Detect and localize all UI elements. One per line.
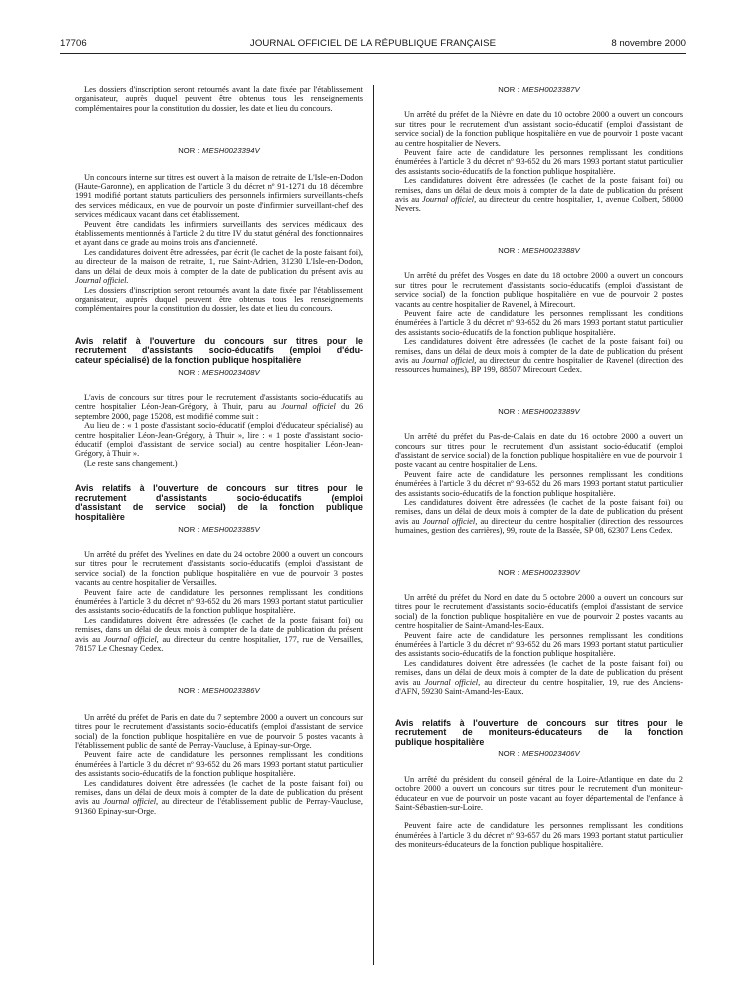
paragraph: Peuvent faire acte de candidature les personnes remplissant les conditions énumérées à l'article 3 du décret nº 93-652 du 26 mars 1993 portant statut particulier des assistants socio-éducatifs de la fonction publique hospitalière. (75, 750, 363, 779)
paragraph (395, 337, 683, 375)
paragraph-text: Les candidatures doivent être adressées (le cachet de la poste faisant foi) ou remises, dans un délai de deux mois à compter de la date de publication du présent avis au (395, 658, 683, 687)
nor-code: MESH0023408V (202, 367, 260, 377)
paragraph: Peuvent faire acte de candidature les personnes remplissant les conditions énumérées à l'article 3 du décret nº 93-652 du 26 mars 1993 portant statut particulier des assistants socio-éducatifs de la fonction publique hospitalière. (395, 148, 683, 176)
nor-code: MESH0023389V (522, 406, 580, 416)
paragraph-text: Les candidatures doivent être adressées (le cachet de la poste faisant foi) ou remises, dans un délai de deux mois à compter de la date de publication du présent avis au (395, 176, 683, 205)
nor-reference (75, 368, 363, 377)
journal-officiel-ref: Journal officiel, (422, 516, 478, 526)
paragraph: Un arrêté du président du conseil général de la Loire-Atlantique en date du 2 octobre 2000 a ouvert un concours sur titres pour le recrutement d'un moniteur-éducateur en vue de pourvoir un poste vacant au foyer départemental de l'enfance à Saint-Sébastien-sur-Loire. (395, 774, 683, 812)
paragraph: Peuvent faire acte de candidature les personnes remplissant les conditions énumérées à l'article 3 du décret nº 93-652 du 26 mars 1993 portant statut particulier des assistants socio-éducatifs de la fonction publique hospitalière. (75, 587, 363, 616)
paragraph (75, 248, 363, 286)
issue-date: 8 novembre 2000 (611, 38, 686, 49)
nor-reference (75, 146, 363, 155)
nor-code: MESH0023390V (522, 567, 580, 577)
nor-label: NOR : (178, 524, 200, 534)
paragraph-text: au directeur du centre hospitalier de Ravenel (direction des ressources humaines), BP 199, 88507 Mirecourt Cedex. (395, 355, 683, 375)
header-rule (60, 53, 686, 54)
paragraph-text: au directeur du centre hospitalier, 177, rue de Versailles, 78157 Le Chesnay Cedex. (75, 634, 363, 653)
paragraph-text: Les candidatures doivent être adressées (le cachet de la poste faisant foi) ou remises, dans un délai de deux mois à compter de la date de publication du présent avis au (75, 615, 363, 644)
section-heading (75, 337, 363, 366)
nor-reference (395, 568, 683, 577)
paragraph: Peuvent faire acte de candidature les personnes remplissant les conditions énumérées à l'article 3 du décret nº 93-657 du 26 mars 1993 portant statut particulier des moniteurs-éducateurs de la fonction publique hospitalière. (395, 821, 683, 850)
journal-officiel-ref: Journal officiel. (75, 276, 129, 286)
journal-officiel-ref: Journal officiel (281, 402, 336, 412)
journal-officiel-ref: Journal officiel, (424, 677, 481, 687)
nor-label: NOR : (178, 146, 200, 156)
nor-reference (75, 525, 363, 534)
paragraph-text: du 26 septembre 2000, page 15208, est modifié comme suit : (75, 402, 363, 421)
journal-officiel-ref: Journal officiel, (103, 797, 159, 807)
paragraph: Peuvent faire acte de candidature les personnes remplissant les conditions énumérées à l'article 3 du décret nº 93-652 du 26 mars 1993 portant statut particulier des assistants socio-éducatifs de la fonction publique hospitalière. (395, 308, 683, 337)
nor-reference (395, 749, 683, 758)
nor-code: MESH0023385V (202, 524, 260, 534)
journal-officiel-ref: Journal officiel, (422, 355, 477, 365)
column-divider (373, 85, 374, 965)
heading-line: Avis relatifs à l'ouverture de concours sur titres pour le (75, 483, 363, 494)
paragraph (395, 498, 683, 536)
paragraph (75, 616, 363, 654)
paragraph-text: Les candidatures doivent être adressées (le cachet de la poste faisant foi) ou remises, dans un délai de deux mois à compter de la date de publication du présent avis au (75, 778, 363, 807)
nor-reference (395, 407, 683, 416)
nor-code: MESH0023406V (522, 749, 580, 759)
nor-reference (395, 246, 683, 255)
paragraph: Un arrêté du préfet des Vosges en date du 18 octobre 2000 a ouvert un concours sur titres pour le recrutement d'assistants socio-éducatifs (emploi d'assistant de service social) de la fonction publique hospitalière en vue de pourvoir 2 postes vacants au centre hospitalier de Ravenel, à Mirecourt. (395, 271, 683, 309)
nor-label: NOR : (178, 686, 200, 696)
journal-officiel-ref: Journal officiel, (421, 195, 477, 205)
paragraph: Peuvent faire acte de candidature les personnes remplissant les conditions énumérées à l'article 3 du décret nº 93-652 du 26 mars 1993 portant statut particulier des assistants socio-éducatifs de la fonction publique hospitalière. (395, 469, 683, 498)
heading-line: publique hospitalière (395, 736, 485, 747)
paragraph-text: Les candidatures doivent être adressées (le cachet de la poste faisant foi) ou remises, dans un délai de deux mois à compter de la date de publication du présent avis au (395, 337, 683, 365)
paragraph (75, 393, 363, 421)
paragraph (75, 779, 363, 817)
nor-reference (75, 686, 363, 695)
paragraph (395, 176, 683, 214)
paragraph: Un arrêté du préfet des Yvelines en date du 24 octobre 2000 a ouvert un concours sur titres pour le recrutement d'assistants socio-éducatifs (emploi d'assistant de service social) de la fonction publique hospitalière en vue de pourvoir 3 postes vacants au centre hospitalier de Versailles. (75, 549, 363, 588)
paragraph: Peuvent être candidats les infirmiers surveillants des services médicaux des établissements mentionnés à l'article 2 du titre IV du statut général des fonctionnaires et ayant dans ce grade au moins trois ans d'ancienneté. (75, 219, 363, 248)
nor-label: NOR : (498, 245, 520, 255)
journal-officiel-ref: Journal officiel, (103, 634, 159, 644)
nor-code: MESH0023386V (202, 686, 260, 696)
paragraph-text: au directeur du centre hospitalier, 1, avenue Colbert, 58000 Nevers. (395, 195, 683, 214)
left-column (75, 85, 363, 975)
paragraph: (Le reste sans changement.) (84, 458, 178, 468)
heading-line: Avis relatif à l'ouverture du concours sur titres pour le (75, 335, 363, 346)
heading-line: Avis relatifs à l'ouverture de concours sur titres pour le (395, 717, 683, 728)
paragraph: Peuvent faire acte de candidature les personnes remplissant les conditions énumérées à l'article 3 du décret nº 93-652 du 26 mars 1993 portant statut particulier des assistants socio-éducatifs de la fonction publique hospitalière. (395, 630, 683, 659)
nor-code: MESH0023388V (522, 245, 580, 255)
heading-line: recrutement d'assistants socio-éducatifs (emploi d'édu- (75, 345, 363, 356)
nor-reference (395, 85, 683, 94)
nor-code: MESH0023387V (522, 85, 580, 94)
nor-label: NOR : (498, 567, 520, 577)
section-heading (395, 719, 683, 748)
page-number: 17706 (60, 38, 87, 49)
nor-label: NOR : (498, 85, 520, 94)
paragraph: Un arrêté du préfet de Paris en date du 7 septembre 2000 a ouvert un concours sur titres pour le recrutement d'assistants socio-éducatifs (emploi d'assistant de service social) de la fonction publique hospitalière en vue de pourvoir 5 postes vacants à l'établissement public de santé de Perray-Vaucluse, à Epinay-sur-Orge. (75, 712, 363, 751)
paragraph (395, 659, 683, 697)
right-column (395, 85, 683, 975)
paragraph: Un arrêté du préfet du Nord en date du 5 octobre 2000 a ouvert un concours sur titres pour le recrutement d'assistants socio-éducatifs (emploi d'assistant de service social) de la fonction publique hospitalière en vue de pourvoir 2 postes vacants au centre hospitalier de Saint-Amand-les-Eaux. (395, 593, 683, 631)
paragraph: Un arrêté du préfet de la Nièvre en date du 10 octobre 2000 a ouvert un concours sur titres pour le recrutement d'un assistant socio-éducatif (emploi d'assistant de service social) de la fonction publique hospitalière en vue de pourvoir 1 poste vacant au centre hospitalier de Nevers. (395, 110, 683, 148)
paragraph: Les dossiers d'inscription seront retournés avant la date fixée par l'établissement organisateur, auprès duquel peuvent être obtenus tous les renseignements complémentaires pour la constitution du dossier, les date et lieu du concours. (75, 285, 363, 314)
paragraph-text: au directeur du centre hospitalier, 19, rue des Anciens-d'AFN, 59230 Saint-Amand-les-Eaux. (395, 677, 683, 697)
heading-line: hospitalière (75, 511, 125, 522)
paragraph-text: L'avis de concours sur titres pour le recrutement d'assistants socio-éducatifs au centre hospitalier Léon-Jean-Grégory, à Thuir, paru au (75, 392, 363, 412)
page-header (60, 38, 686, 52)
heading-line: d'assistant de service social) de la fonction publique (75, 502, 363, 513)
paragraph-text: au directeur de l'établissement public de Perray-Vaucluse, 91360 Epinay-sur-Orge. (75, 797, 363, 816)
section-heading (75, 484, 363, 522)
paragraph: Au lieu de : « 1 poste d'assistant socio-éducatif (emploi d'éducateur spécialisé) au centre hospitalier Léon-Jean-Grégory, à Thuir », lire : « 1 poste d'assistant socio-éducatif (emploi d'assistant de service social) au centre hospitalier Léon-Jean-Grégory, à Thuir ». (75, 421, 363, 459)
paragraph: Les dossiers d'inscription seront retournés avant la date fixée par l'établissement organisateur, auprès duquel peuvent être obtenus tous les renseignements complémentaires pour la constitution du dossier, les date et lieu du concours. (75, 85, 363, 113)
heading-line: recrutement d'assistants socio-éducatifs (emploi (75, 492, 363, 503)
heading-line: recrutement de moniteurs-éducateurs de la fonction (395, 727, 683, 738)
paragraph-text: Les candidatures doivent être adressées (le cachet de la poste faisant foi) ou remises, dans un délai de deux mois à compter de la date de publication du présent avis au (395, 498, 683, 526)
paragraph-text: Les candidatures doivent être adressées, par écrit (le cachet de la poste faisant foi), au directeur de la maison de retraite, 1, rue Saint-Adrien, 31230 L'Isle-en-Dodon, dans un délai de deux mois à compter de la date de publication du présent avis au (75, 247, 363, 276)
paragraph-text: au directeur du centre hospitalier (direction des ressources humaines, gestion des carrières), 99, route de la Bassée, SP 08, 62307 Lens Cedex. (395, 516, 683, 536)
paragraph: Un concours interne sur titres est ouvert à la maison de retraite de L'Isle-en-Dodon (Haute-Garonne), en application de l'article 3 du décret nº 91-1271 du 18 décembre 1991 modifié portant statuts particuliers des personnels infirmiers surveillants-chefs des services médicaux, en vue de pourvoir un poste d'infirmier surveillant-chef des services médicaux vacant dans cet établissement. (75, 172, 363, 220)
journal-title: JOURNAL OFFICIEL DE LA RÉPUBLIQUE FRANÇAISE (249, 38, 497, 49)
paragraph: Un arrêté du préfet du Pas-de-Calais en date du 16 octobre 2000 a ouvert un concours sur titres pour le recrutement d'un assistant socio-éducatif (emploi d'assistant de service social) de la fonction publique hospitalière en vue de pourvoir 1 poste vacant au centre hospitalier de Lens. (395, 432, 683, 470)
nor-label: NOR : (498, 749, 520, 759)
nor-code: MESH0023394V (202, 146, 260, 156)
nor-label: NOR : (498, 406, 520, 416)
heading-line: cateur spécialisé) de la fonction publique hospitalière (75, 354, 302, 365)
nor-label: NOR : (178, 367, 200, 377)
